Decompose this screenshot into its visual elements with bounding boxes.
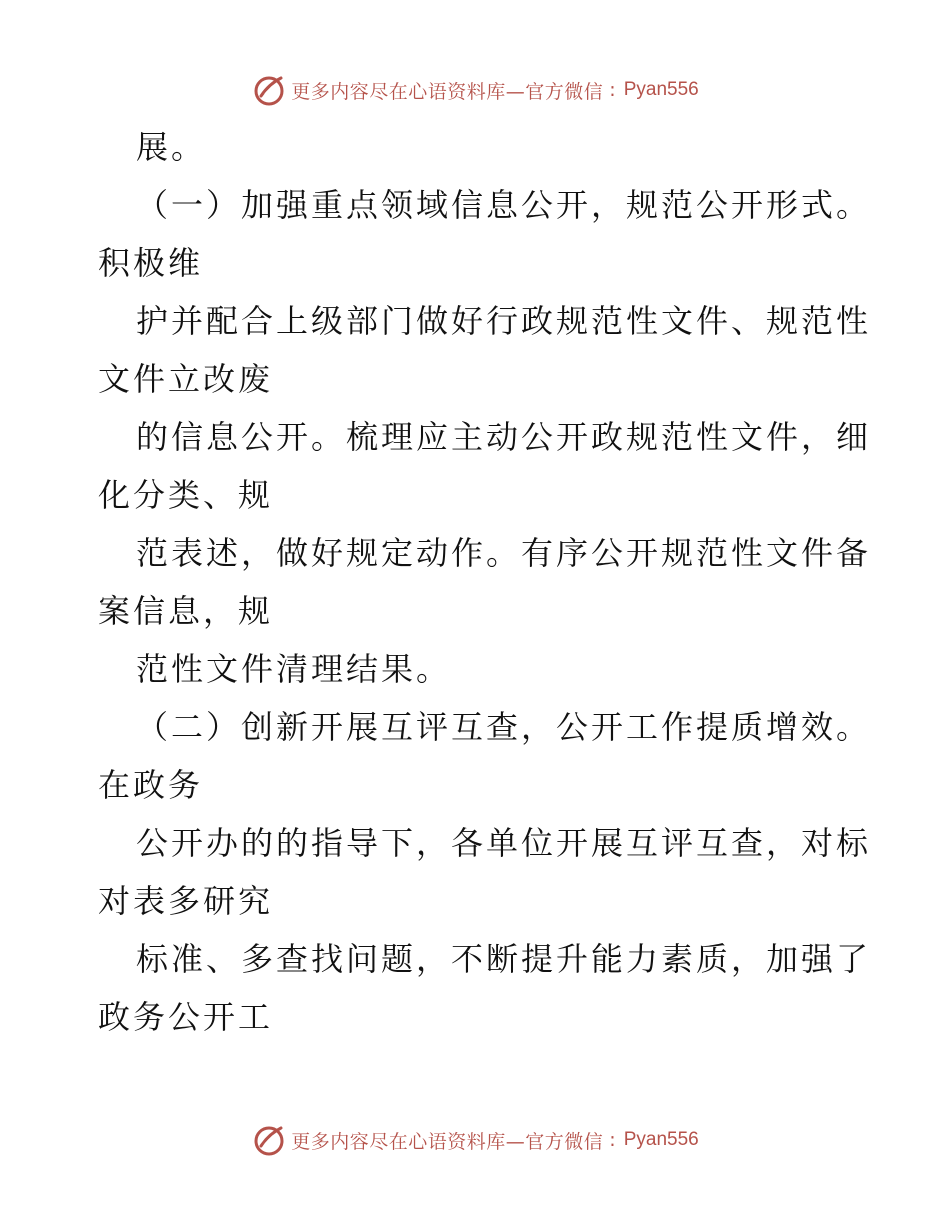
text-line: 护并配合上级部门做好行政规范性文件、规范性 [136, 302, 872, 340]
watermark-account: Pyan556 [623, 1129, 699, 1150]
watermark-text: 更多内容尽在心语资料库—官方微信 [291, 80, 604, 103]
text-line: 文件立改废 [98, 360, 274, 398]
footer-watermark [0, 1120, 950, 1160]
text-line: 积极维 [98, 244, 204, 282]
header-watermark [0, 70, 950, 110]
text-line: 化分类、规 [98, 476, 274, 514]
brush-seal-logo-icon [251, 1122, 287, 1158]
watermark-account: Pyan556 [623, 79, 699, 100]
text-line: 范性文件清理结果。 [136, 650, 452, 688]
text-line: 展。 [136, 128, 207, 166]
text-line: （一）加强重点领域信息公开，规范公开形式。 [136, 186, 872, 224]
text-line: 政务公开工 [98, 998, 274, 1036]
text-line: 公开办的的指导下，各单位开展互评互查，对标 [136, 824, 872, 862]
text-line: 对表多研究 [98, 882, 274, 920]
watermark-colon: : [609, 1129, 616, 1151]
document-body [98, 118, 872, 1046]
brush-seal-logo-icon [251, 72, 287, 108]
watermark-text: 更多内容尽在心语资料库—官方微信 [291, 1130, 604, 1153]
text-line: 在政务 [98, 766, 204, 804]
text-line: （二）创新开展互评互查，公开工作提质增效。 [136, 708, 872, 746]
text-line: 案信息，规 [98, 592, 274, 630]
text-line: 标准、多查找问题，不断提升能力素质，加强了 [136, 940, 872, 978]
watermark-colon: : [609, 79, 616, 101]
text-line: 范表述，做好规定动作。有序公开规范性文件备 [136, 534, 872, 572]
text-line: 的信息公开。梳理应主动公开政规范性文件，细 [136, 418, 872, 456]
